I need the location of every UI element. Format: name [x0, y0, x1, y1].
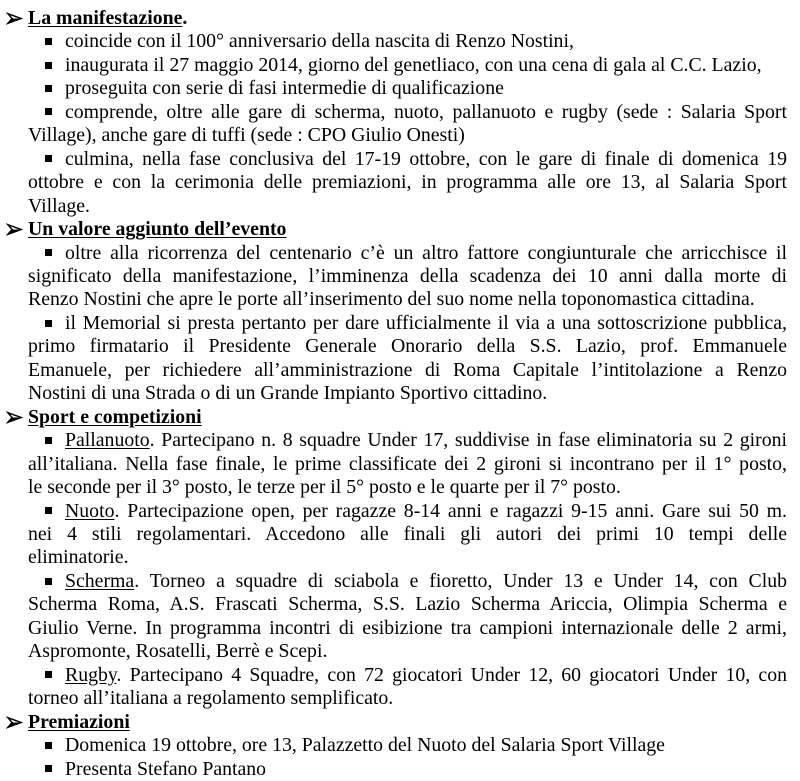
square-bullet-icon [45, 242, 65, 265]
section-heading-text: Un valore aggiunto dell’evento [28, 218, 287, 241]
square-bullet-icon [45, 101, 65, 124]
list-item-line [28, 546, 787, 569]
list-item-line [28, 359, 787, 382]
list-item-line [28, 288, 787, 311]
square-bullet-icon [45, 500, 65, 523]
item-text: comprende, oltre alle gare di scherma, nuoto, pallanuoto e rugby (sede : Salaria Sport [65, 100, 787, 123]
item-text: primo firmatario il Presidente Generale Onorario della S.S. Lazio, prof. Emmanuele [28, 335, 787, 358]
section-heading [28, 711, 787, 734]
section-heading-suffix: . [182, 7, 188, 29]
square-bullet-icon [45, 664, 65, 687]
list-item-line-first [28, 54, 787, 77]
section-heading [28, 218, 787, 241]
section-heading-text: La manifestazione [28, 7, 183, 29]
item-lead-underlined: Scherma [65, 569, 135, 592]
square-bullet-icon [45, 77, 65, 100]
item-text: Village), anche gare di tuffi (sede : CPO Giulio Onesti) [28, 124, 465, 147]
item-text: Renzo Nostini che apre le porte all’inserimento del suo nome nella toponomastica cittadina. [28, 288, 755, 311]
section-heading [28, 406, 787, 429]
list-item-line-first [28, 148, 787, 171]
list-item-line-first [28, 429, 787, 452]
list-item-line-first [28, 734, 787, 757]
list-item-line-first [28, 30, 787, 53]
list-item-line [28, 593, 787, 616]
item-text: significato della manifestazione, l’imminenza della scadenza dei 10 anni dalla morte di [28, 264, 787, 287]
square-bullet-glyph [45, 671, 52, 678]
list-item-line [28, 171, 787, 194]
square-bullet-glyph [45, 108, 52, 115]
square-bullet-icon [45, 148, 65, 171]
square-bullet-glyph [45, 85, 52, 92]
square-bullet-glyph [45, 38, 52, 45]
list-item-line-first [28, 242, 787, 265]
item-lead-underlined: Rugby [65, 663, 117, 686]
list-item-line-first [28, 570, 787, 593]
arrow-right-bullet-icon [6, 715, 23, 730]
list-item-line [28, 687, 787, 710]
list-item-line-first [28, 101, 787, 124]
arrow-right-bullet-icon [6, 11, 23, 26]
item-text: oltre alla ricorrenza del centenario c’è un altro fattore congiunturale che arricchisce il [65, 241, 787, 264]
square-bullet-icon [45, 312, 65, 335]
square-bullet-glyph [45, 742, 52, 749]
square-bullet-glyph [45, 249, 52, 256]
square-bullet-icon [45, 54, 65, 77]
square-bullet-icon [45, 429, 65, 452]
list-item-line [28, 195, 787, 218]
list-item-line [28, 476, 787, 499]
list-item-line [28, 523, 787, 546]
item-lead-underlined: Pallanuoto [65, 429, 150, 452]
item-text: culmina, nella fase conclusiva del 17-19 ottobre, con le gare di finale di domenica 19 [65, 147, 787, 170]
section-heading [28, 7, 787, 30]
item-text: Aspromonte, Rosatelli, Berrè e Scepi. [28, 640, 328, 663]
list-item-line-first [28, 77, 787, 100]
square-bullet-glyph [45, 507, 52, 514]
item-text: eliminatorie. [28, 546, 129, 569]
item-text: inaugurata il 27 maggio 2014, giorno del genetliaco, con una cena di gala al C.C. Lazio, [65, 53, 762, 76]
list-item-line-first [28, 664, 787, 687]
square-bullet-icon [45, 30, 65, 53]
item-text: Domenica 19 ottobre, ore 13, Palazzetto del Nuoto del Salaria Sport Village [65, 734, 665, 757]
item-text: Presenta Stefano Pantano [65, 757, 267, 780]
item-text: Nostini di una Strada o di un Grande Impianto Sportivo cittadino. [28, 382, 548, 405]
square-bullet-glyph [45, 155, 52, 162]
item-text: Village. [28, 194, 90, 217]
square-bullet-icon [45, 570, 65, 593]
section-heading-text: Premiazioni [28, 710, 130, 733]
list-item-line [28, 335, 787, 358]
square-bullet-icon [45, 758, 65, 781]
arrow-right-bullet-icon [6, 222, 23, 237]
item-text: Emanuele, per richiedere all’amministrazione di Roma Capitale l’intitolazione a Renzo [28, 358, 787, 381]
list-item-line-first [28, 312, 787, 335]
list-item-line [28, 617, 787, 640]
section-heading-text: Sport e competizioni [28, 405, 202, 428]
item-text: . Partecipano 4 Squadre, con 72 giocatori Under 12, 60 giocatori Under 10, con [116, 663, 787, 686]
item-text: le seconde per il 3° posto, le terze per il 5° posto e le quarte per il 7° posto. [28, 476, 621, 499]
square-bullet-icon [45, 734, 65, 757]
list-item-line [28, 382, 787, 405]
item-text: all’italiana. Nella fase finale, le prime classificate dei 2 gironi si incontrano per il 1° posto, [28, 452, 787, 475]
item-text: . Torneo a squadre di sciabola e fioretto, Under 13 e Under 14, con Club [134, 569, 787, 592]
square-bullet-glyph [45, 437, 52, 444]
square-bullet-glyph [45, 765, 52, 772]
item-text: Giulio Verne. In programma incontri di esibizione tra campioni internazionale delle 2 armi, [28, 616, 787, 639]
item-text: ottobre e con la cerimonia delle premiazioni, in programma alle ore 13, al Salaria Sport [28, 171, 787, 194]
list-item-line [28, 640, 787, 663]
item-text: il Memorial si presta pertanto per dare ufficialmente il via a una sottoscrizione pubblica, [65, 311, 787, 334]
item-text: torneo all’italiana a regolamento semplificato. [28, 687, 394, 710]
item-lead-underlined: Nuoto [65, 499, 115, 522]
list-item-line-first [28, 500, 787, 523]
list-item-line [28, 124, 787, 147]
item-text: . Partecipazione open, per ragazze 8-14 anni e ragazzi 9-15 anni. Gare sui 50 m. [114, 499, 787, 522]
list-item-line-first [28, 758, 787, 781]
list-item-line [28, 265, 787, 288]
arrow-right-bullet-icon [6, 410, 23, 425]
item-text: coincide con il 100° anniversario della nascita di Renzo Nostini, [65, 30, 574, 53]
item-text: proseguita con serie di fasi intermedie di qualificazione [65, 77, 504, 100]
square-bullet-glyph [45, 578, 52, 585]
square-bullet-glyph [45, 320, 52, 327]
list-item-line [28, 453, 787, 476]
square-bullet-glyph [45, 62, 52, 69]
item-text: Scherma Roma, A.S. Frascati Scherma, S.S. Lazio Scherma Ariccia, Olimpia Scherma e [28, 593, 787, 616]
item-text: nei 4 stili regolamentari. Accedono alle finali gli autori dei primi 10 tempi delle [28, 522, 787, 545]
item-text: . Partecipano n. 8 squadre Under 17, suddivise in fase eliminatoria su 2 gironi [149, 429, 787, 452]
